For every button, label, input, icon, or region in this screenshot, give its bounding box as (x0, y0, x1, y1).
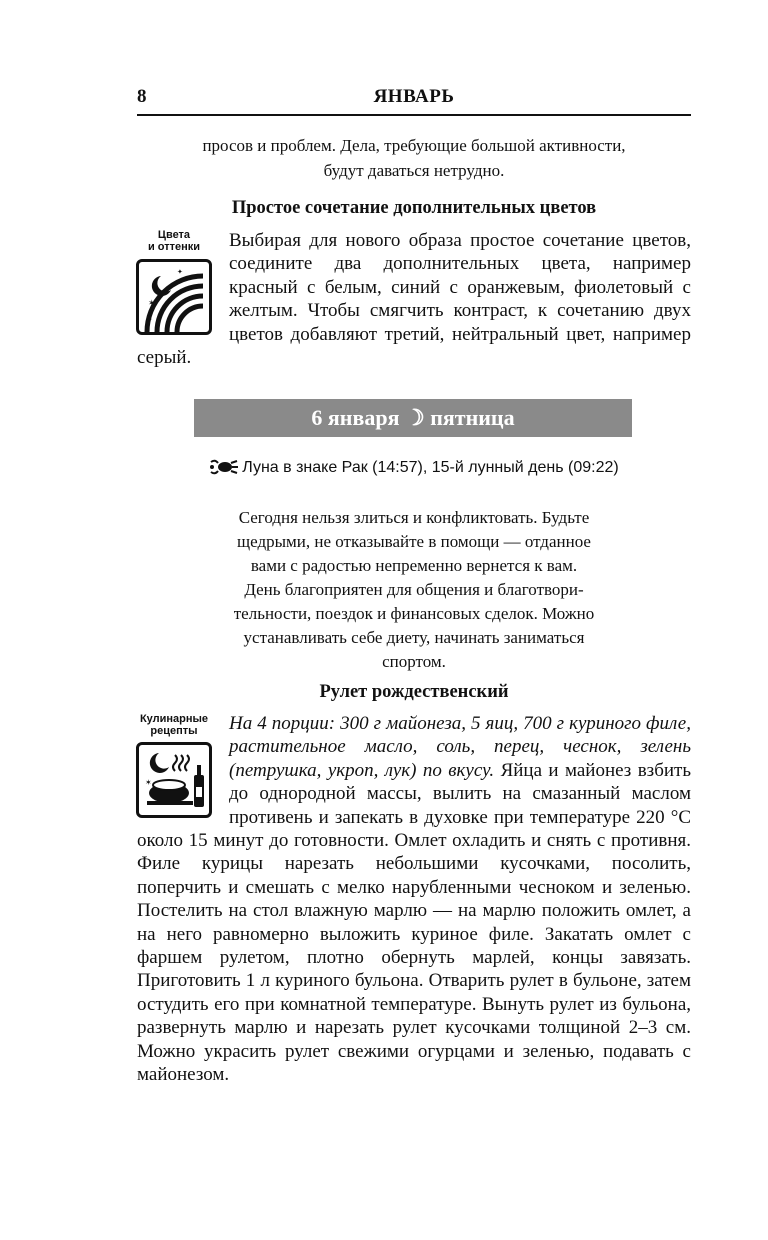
svg-text:✦: ✦ (146, 315, 153, 324)
continuation-line: просов и проблем. Дела, требующие большой активности, (202, 136, 626, 155)
continuation-paragraph (137, 133, 691, 183)
recipe-instructions: Яйца и майонез взбить до однородной массы, вылить на смазанный маслом противень и запекать в духовке при температуре 220 °С около 15 минут до готовности. Омлет охладить и снять с противня. Филе курицы нарезать небольшими кусочками, посолить, поперчить и смешать с мелко нарубленными чесноком и зеленью. Постелить на стол влажную марлю — на марлю положить омлет, а на него равномерно выложить куриное филе. Закатать омлет с фаршем рулетом, плотно обернуть марлей, концы завязать. Приготовить 1 л куриного бульона. Отварить рулет в бульоне, затем остудить его при комнатной температуре. Вынуть рулет из бульона, развернуть марлю и нарезать рулет кусочками толщиной 2–3 см. Можно украсить рулет свежими огурцами и зеленью, подавать с майонезом. (137, 759, 691, 1086)
day-description: Сегодня нельзя злиться и конфликтовать. Будьте щедрыми, не отказывайте в помощи — отданное вами с радостью непременно вернется к вам. День благоприятен для общения и благотвори- тельности, поездок и финансовых сделок. Можно устанавливать себе диету, начинать заниматься спортом. (233, 508, 595, 671)
colors-icon-caption: Цвета и оттенки (147, 229, 201, 253)
section-title-colors: Простое сочетание дополнительных цветов (231, 198, 597, 218)
recipe-icon-caption: Кулинарные рецепты (139, 713, 209, 737)
moon-info (137, 459, 691, 480)
colors-paragraph: Выбирая для нового образа простое сочетание цветов, соедините два дополнительных цвета, например красный с белым, синий с оранжевым, фиолетовый с желтым. Чтобы смягчить контраст, к сочетанию двух цветов добавляют третий, нейтральный цвет, например серый. (137, 230, 691, 369)
svg-text:✶: ✶ (148, 298, 156, 308)
page-header (137, 86, 691, 116)
running-title: ЯНВАРЬ (373, 86, 455, 107)
recipe-title: Рулет рождественский (319, 682, 509, 702)
page-number: 8 (137, 86, 147, 107)
recipe-paragraph (137, 712, 691, 1087)
cancer-crab-icon (209, 459, 239, 480)
day-heading-bar: 6 января ☽ пятница (194, 399, 632, 437)
continuation-line: будут даваться нетрудно. (323, 161, 505, 180)
svg-text:✶: ✶ (145, 778, 152, 787)
recipe-ingredients: На 4 порции: 300 г майонеза, 5 яиц, 700 г куриного филе, растительное масло, соль, перец, чеснок, зелень (петрушка, укроп, лук) по вкусу. (229, 713, 691, 781)
moon-info-text: Луна в знаке Рак (14:57), 15-й лунный день (09:22) (242, 459, 619, 476)
svg-text:✦: ✦ (177, 268, 183, 276)
